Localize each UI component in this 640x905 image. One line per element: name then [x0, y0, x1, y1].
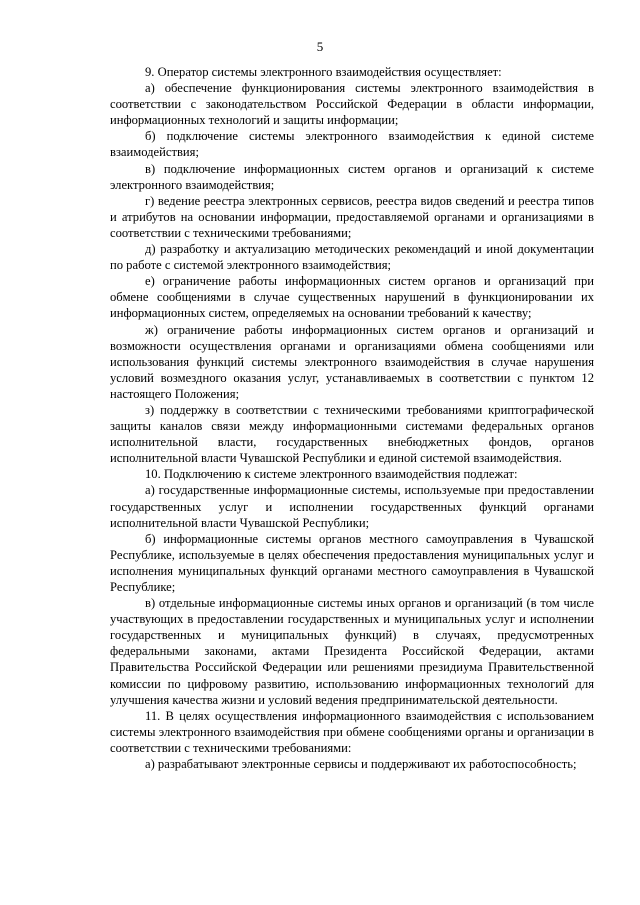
paragraph-9e: д) разработку и актуализацию методических рекомендаций и иной документации по работе с системой электронного взаимодействия;	[110, 242, 594, 273]
paragraph-10b: б) информационные системы органов местного самоуправления в Чувашской Республике, используемые в целях обеспечения предоставления муниципальных услуг и исполнения муниципальных функций органами местного самоуправления в Чувашской Республике;	[110, 531, 594, 594]
page-number: 5	[316, 39, 324, 54]
paragraph-9g: ж) ограничение работы информационных систем органов и организаций и возможности осуществления органами и организациями обмена сообщениями или использования функций системы электронного взаимодействия в случае нарушения условий возмездного оказания услуг, устанавливаемых в соответствии с пунктом 12 настоящего Положения;	[110, 322, 594, 401]
paragraph-9c: в) подключение информационных систем органов и организаций к системе электронного взаимодействия;	[110, 161, 594, 192]
paragraph-9a: а) обеспечение функционирования системы электронного взаимодействия в соответствии с законодательством Российской Федерации в области информации, информационных технологий и защиты информации;	[110, 81, 594, 128]
paragraph-9f: е) ограничение работы информационных систем органов и организаций при обмене сообщениями в случае существенных нарушений в функционировании их информационных систем, определяемых на основании требований к качеству;	[110, 274, 594, 321]
paragraph-11a: а) разрабатывают электронные сервисы и поддерживают их работоспособность;	[145, 757, 577, 772]
paragraph-9b: б) подключение системы электронного взаимодействия к единой системе взаимодействия;	[110, 129, 594, 160]
paragraph-10-intro: 10. Подключению к системе электронного взаимодействия подлежат:	[145, 467, 518, 482]
paragraph-9-intro: 9. Оператор системы электронного взаимодействия осуществляет:	[145, 65, 502, 79]
paragraph-10c: в) отдельные информационные системы иных органов и организаций (в том числе участвующих в предоставлении государственных и муниципальных услуг и исполнении государственных и муниципальных функций) в случаях, предусмотренных федеральными законами, актами Президента Российской Федерации, актами Правительства Российской Федерации или решениями президиума Правительственной комиссии по цифровому развитию, использованию информационных технологий для улучшения качества жизни и условий ведения предпринимательской деятельности.	[110, 596, 594, 707]
document-body	[110, 64, 594, 772]
paragraph-10a: а) государственные информационные системы, используемые при предоставлении государственных услуг и исполнении государственных функций органами исполнительной власти Чувашской Республики;	[110, 483, 594, 530]
paragraph-9h: з) поддержку в соответствии с техническими требованиями криптографической защиты каналов связи между информационными системами федеральных органов исполнительной власти, государственных внебюджетных фондов, органов исполнительной власти Чувашской Республики и единой системой взаимодействия.	[110, 402, 594, 466]
paragraph-9d: г) ведение реестра электронных сервисов, реестра видов сведений и реестра типов и атрибутов на основании информации, предоставляемой органами и организациями в соответствии с техническими требованиями;	[110, 193, 594, 240]
paragraph-11-intro: 11. В целях осуществления информационного взаимодействия с использованием системы электронного взаимодействия при обмене сообщениями органы и организации в соответствии с техническими требованиями:	[110, 708, 594, 755]
